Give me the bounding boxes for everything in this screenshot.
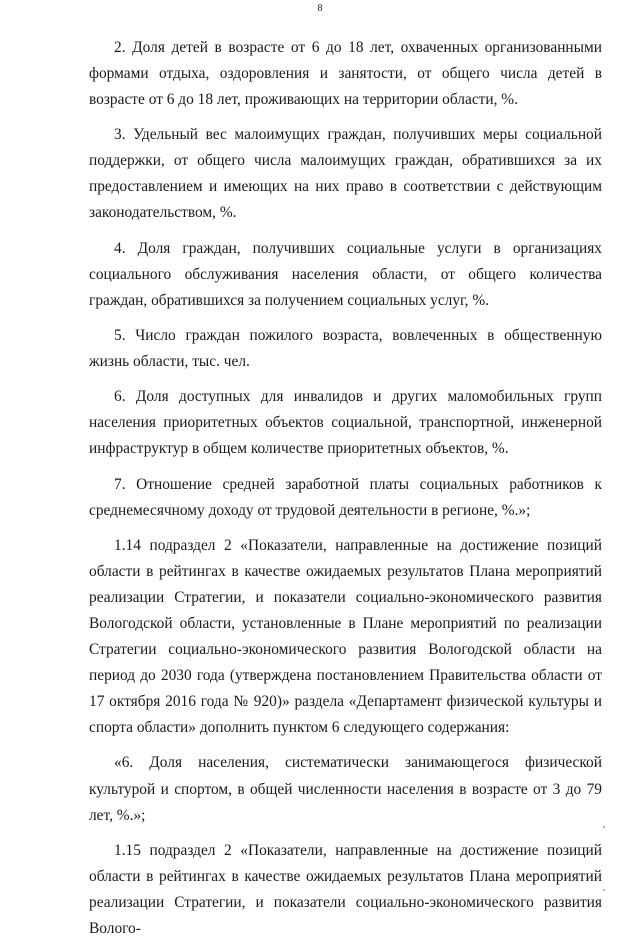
page-number: 8 (317, 3, 323, 14)
paragraph-item-7: 7. Отношение средней заработной платы социальных работников к среднемесячному доходу от трудовой деятельности в регионе, %.»; (89, 475, 602, 519)
paragraph-item-6: 6. Доля доступных для инвалидов и других маломобильных групп населения приоритетных объектов социальной, транспортной, инженерной инфраструктур в общем количестве приоритетных объектов, %. (89, 388, 602, 458)
scan-speck (603, 889, 605, 891)
paragraph-item-3: 3. Удельный вес малоимущих граждан, получивших меры социальной поддержки, от общего числа малоимущих граждан, обратившихся за их предоставлением и имеющих на них право в соответствии с действующим законодательством, %. (89, 126, 602, 222)
document-body (89, 35, 602, 942)
paragraph-item-4: 4. Доля граждан, получивших социальные услуги в организациях социального обслуживания населения области, от общего количества граждан, обратившихся за получением социальных услуг, %. (89, 239, 602, 309)
paragraph-quoted-item-6: «6. Доля населения, систематически занимающегося физической культурой и спортом, в общей численности населения в возрасте от 3 до 79 лет, %.»; (89, 754, 602, 824)
paragraph-subsection-1-15: 1.15 подраздел 2 «Показатели, направленные на достижение позиций области в рейтингах в качестве ожидаемых результатов Плана мероприятий реализации Стратегии, и показатели социально-экономического развития Волого- (89, 841, 602, 937)
paragraph-subsection-1-14: 1.14 подраздел 2 «Показатели, направленные на достижение позиций области в рейтингах в качестве ожидаемых результатов Плана мероприятий реализации Стратегии, и показатели социально-экономического развития Вологодской области, установленные в Плане мероприятий по реализации Стратегии социально-экономического развития Вологодской области на период до 2030 года (утверждена постановлением Правительства области от 17 октября 2016 года № 920)» раздела «Департамент физической культуры и спорта области» дополнить пунктом 6 следующего содержания: (89, 536, 602, 737)
scan-speck (603, 826, 605, 828)
paragraph-item-5: 5. Число граждан пожилого возраста, вовлеченных в общественную жизнь области, тыс. чел. (89, 327, 602, 371)
paragraph-item-2: 2. Доля детей в возрасте от 6 до 18 лет, охваченных организованными формами отдыха, оздоровления и занятости, от общего числа детей в возрасте от 6 до 18 лет, проживающих на территории области, %. (89, 39, 602, 109)
